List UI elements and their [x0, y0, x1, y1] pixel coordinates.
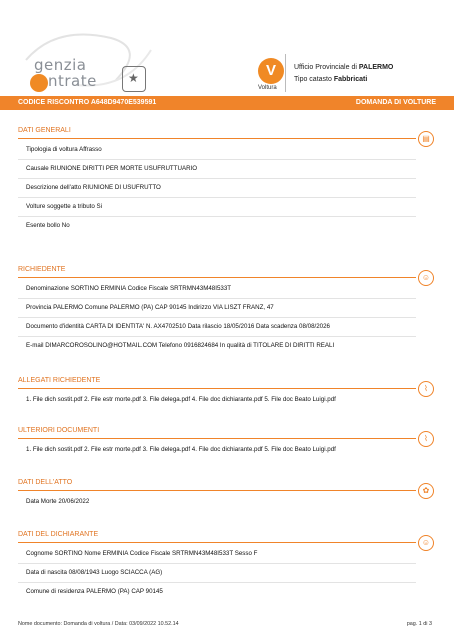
list-item: E-mail DIMARCOROSOLINO@HOTMAIL.COM Telefono 0916824684 In qualità di TITOLARE DI DIRITTI REALI [26, 342, 335, 349]
section-title-allegati: ALLEGATI RICHIEDENTE [18, 377, 101, 384]
section-divider [18, 542, 416, 543]
page-number: pag. 1 di 3 [406, 621, 432, 627]
title-banner [0, 96, 454, 110]
header-divider [285, 54, 286, 92]
logo-text-line1: genzia [34, 56, 87, 74]
list-item: Denominazione SORTINO ERMINIA Codice Fiscale SRTRMN43M48I533T [18, 279, 416, 299]
voltura-label: Voltura [258, 85, 277, 91]
catasto-value: Fabbricati [333, 76, 368, 83]
list-item: 1. File dich sostit.pdf 2. File estr morte.pdf 3. File delega.pdf 4. File doc dichiarante.pdf 5. File doc Beato Luigi.pdf [26, 396, 336, 403]
list-item: Esente bollo No [26, 222, 70, 229]
document-type: DOMANDA DI VOLTURE [355, 99, 436, 106]
document-info: Nome documento: Domanda di voltura / Data: 03/09/2022 10.52.14 [18, 621, 179, 627]
list-item: Tipologia di voltura Affrasso [18, 140, 416, 160]
codice-riscontro: CODICE RISCONTRO A648D9470E539591 [18, 99, 157, 106]
paperclip-icon: ⌇ [418, 381, 434, 397]
section-title-dichiarante: DATI DEL DICHIARANTE [18, 531, 99, 538]
office-info [294, 62, 393, 86]
list-item: Causale RIUNIONE DIRITTI PER MORTE USUFRUTTUARIO [18, 159, 416, 179]
page-footer [18, 621, 432, 627]
paperclip-icon: ⌇ [418, 431, 434, 447]
section-title-richiedente: RICHIEDENTE [18, 266, 66, 273]
list-item: Data Morte 20/06/2022 [26, 498, 90, 505]
section-divider [18, 438, 416, 439]
list-item: Cognome SORTINO Nome ERMINIA Codice Fiscale SRTRMN43M48I533T Sesso F [18, 544, 416, 564]
user-icon: ☺ [418, 270, 434, 286]
section-divider [18, 490, 416, 491]
list-item: Data di nascita 08/08/1943 Luogo SCIACCA (AG) [18, 563, 416, 583]
seal-icon: ✿ [418, 483, 434, 499]
section-title-ulteriori: ULTERIORI DOCUMENTI [18, 427, 100, 434]
list-item: Documento d'identità CARTA DI IDENTITA' N. AX4702510 Data rilascio 18/05/2016 Data scadenza 08/08/2026 [18, 317, 416, 337]
document-header [0, 0, 454, 96]
logo-a-icon [30, 74, 48, 92]
section-title-dati-generali: DATI GENERALI [18, 127, 71, 134]
list-item: Descrizione dell'atto RIUNIONE DI USUFRUTTO [18, 178, 416, 198]
list-item: Comune di residenza PALERMO (PA) CAP 90145 [26, 588, 163, 595]
office-label: Ufficio Provinciale di [294, 64, 357, 71]
user-icon: ☺ [418, 535, 434, 551]
office-value: PALERMO [358, 64, 394, 71]
agenzia-entrate-logo [16, 30, 166, 90]
voltura-logo-icon: V [258, 58, 284, 84]
section-divider [18, 388, 416, 389]
republic-emblem-icon: ★ [122, 66, 146, 92]
section-divider [18, 138, 416, 139]
section-divider [18, 277, 416, 278]
list-item: 1. File dich sostit.pdf 2. File estr morte.pdf 3. File delega.pdf 4. File doc dichiarante.pdf 5. File doc Beato Luigi.pdf [26, 446, 336, 453]
logo-text-line2: ntrate [48, 72, 97, 90]
catasto-label: Tipo catasto [294, 76, 332, 83]
document-icon: ▤ [418, 131, 434, 147]
section-title-dati-atto: DATI DELL'ATTO [18, 479, 73, 486]
list-item: Provincia PALERMO Comune PALERMO (PA) CAP 90145 Indirizzo VIA LISZT FRANZ, 47 [18, 298, 416, 318]
list-item: Volture soggette a tributo Si [18, 197, 416, 217]
